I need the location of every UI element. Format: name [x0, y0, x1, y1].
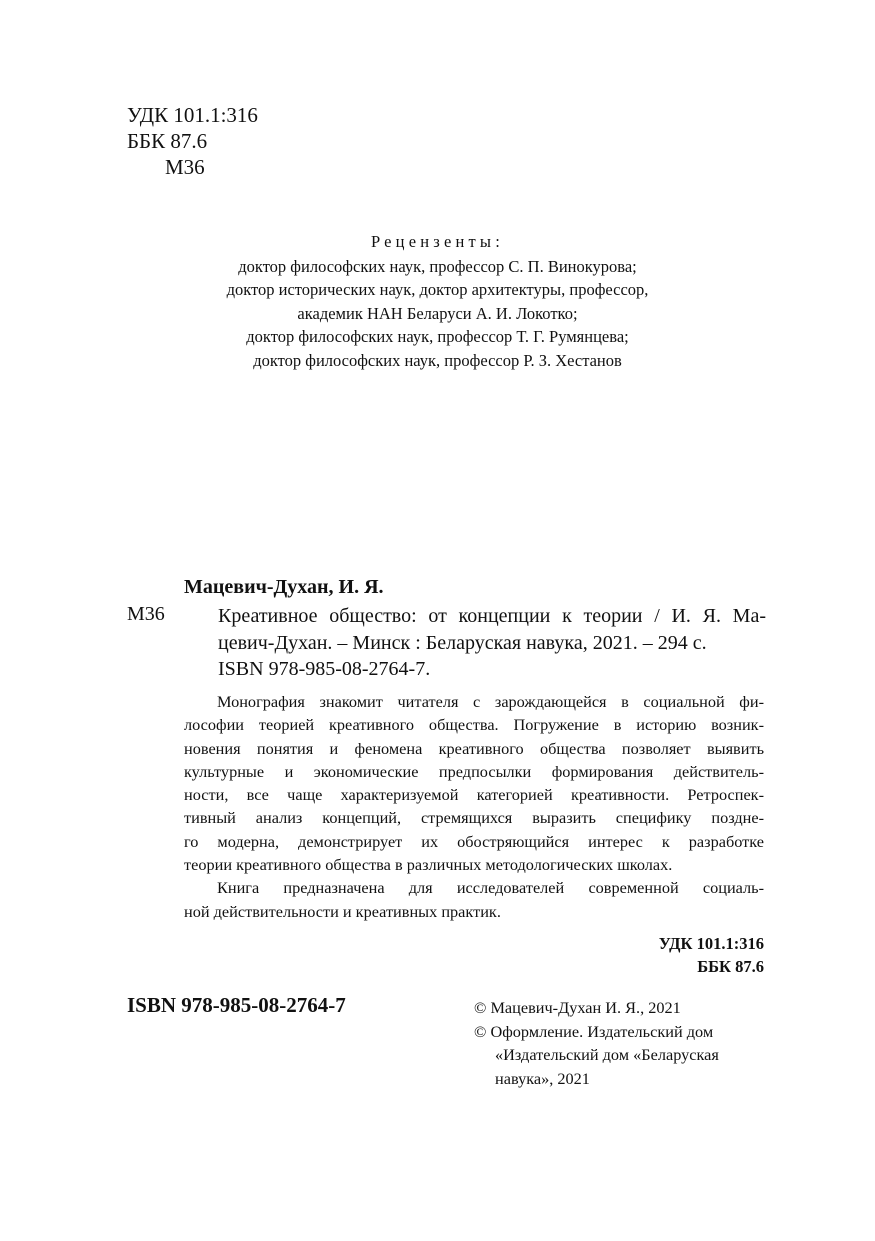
header-udk: УДК 101.1:316 [127, 103, 258, 127]
reviewer-line: доктор философских наук, профессор Р. З. Хестанов [253, 350, 622, 370]
catalog-author-mark: М36 [127, 603, 165, 625]
catalog-classification-codes [659, 932, 764, 978]
abstract-line: го модерна, демонстрирует их обостряющийся интерес к разработке [184, 831, 764, 851]
catalog-bibliographic-description [218, 603, 766, 683]
copyright-design: © Оформление. Издательский дом [474, 1021, 714, 1041]
abstract-line: новения понятия и феномена креативного общества позволяет выявить [184, 738, 764, 758]
catalog-udk: УДК 101.1:316 [658, 934, 764, 953]
header-author-mark: М36 [165, 155, 205, 179]
reviewers-heading: Рецензенты: [370, 232, 505, 251]
copyright-block [474, 996, 719, 1090]
copyright-design-cont: «Издательский дом «Беларуская [495, 1045, 719, 1064]
abstract-line: Книга предназначена для исследователей современной социаль- [217, 878, 764, 898]
abstract-line: теории креативного общества в различных методологических школах. [184, 855, 673, 875]
abstract-line: лософии теорией креативного общества. Погружение в историю возник- [184, 715, 764, 735]
abstract-line: культурные и экономические предпосылки формирования действитель- [184, 761, 764, 781]
copyright-author: © Мацевич-Духан И. Я., 2021 [474, 998, 681, 1017]
reviewer-line: академик НАН Беларуси А. И. Локотко; [297, 303, 578, 323]
abstract-line: Монография знакомит читателя с зарождающейся в социальной фи- [217, 692, 764, 711]
abstract-line: тивный анализ концепций, стремящихся выразить специфику поздне- [184, 808, 764, 828]
reviewer-line: доктор исторических наук, доктор архитектуры, профессор, [226, 280, 649, 299]
isbn-number: ISBN 978-985-08-2764-7 [127, 993, 346, 1017]
abstract-line: ной действительности и креативных практик. [184, 901, 501, 921]
header-bbk: ББК 87.6 [127, 129, 208, 153]
copyright-design-cont: навука», 2021 [495, 1068, 590, 1088]
biblio-line: Креативное общество: от концепции к теории / И. Я. Ма- [218, 605, 766, 627]
biblio-line: цевич-Духан. – Минск : Беларуская навука, 2021. – 294 с. [218, 631, 707, 654]
reviewer-line: доктор философских наук, профессор Т. Г. Румянцева; [246, 327, 629, 346]
catalog-abstract [184, 690, 764, 923]
catalog-author-heading: Мацевич-Духан, И. Я. [184, 576, 384, 598]
biblio-isbn-line: ISBN 978-985-08-2764-7. [218, 658, 431, 681]
reviewer-line: доктор философских наук, профессор С. П. Винокурова; [238, 256, 637, 276]
header-classification-codes [127, 102, 258, 180]
reviewers-block [0, 230, 875, 372]
catalog-bbk: ББК 87.6 [697, 957, 764, 976]
abstract-line: ности, все чаще характеризуемой категорией креативности. Ретроспек- [184, 785, 764, 805]
